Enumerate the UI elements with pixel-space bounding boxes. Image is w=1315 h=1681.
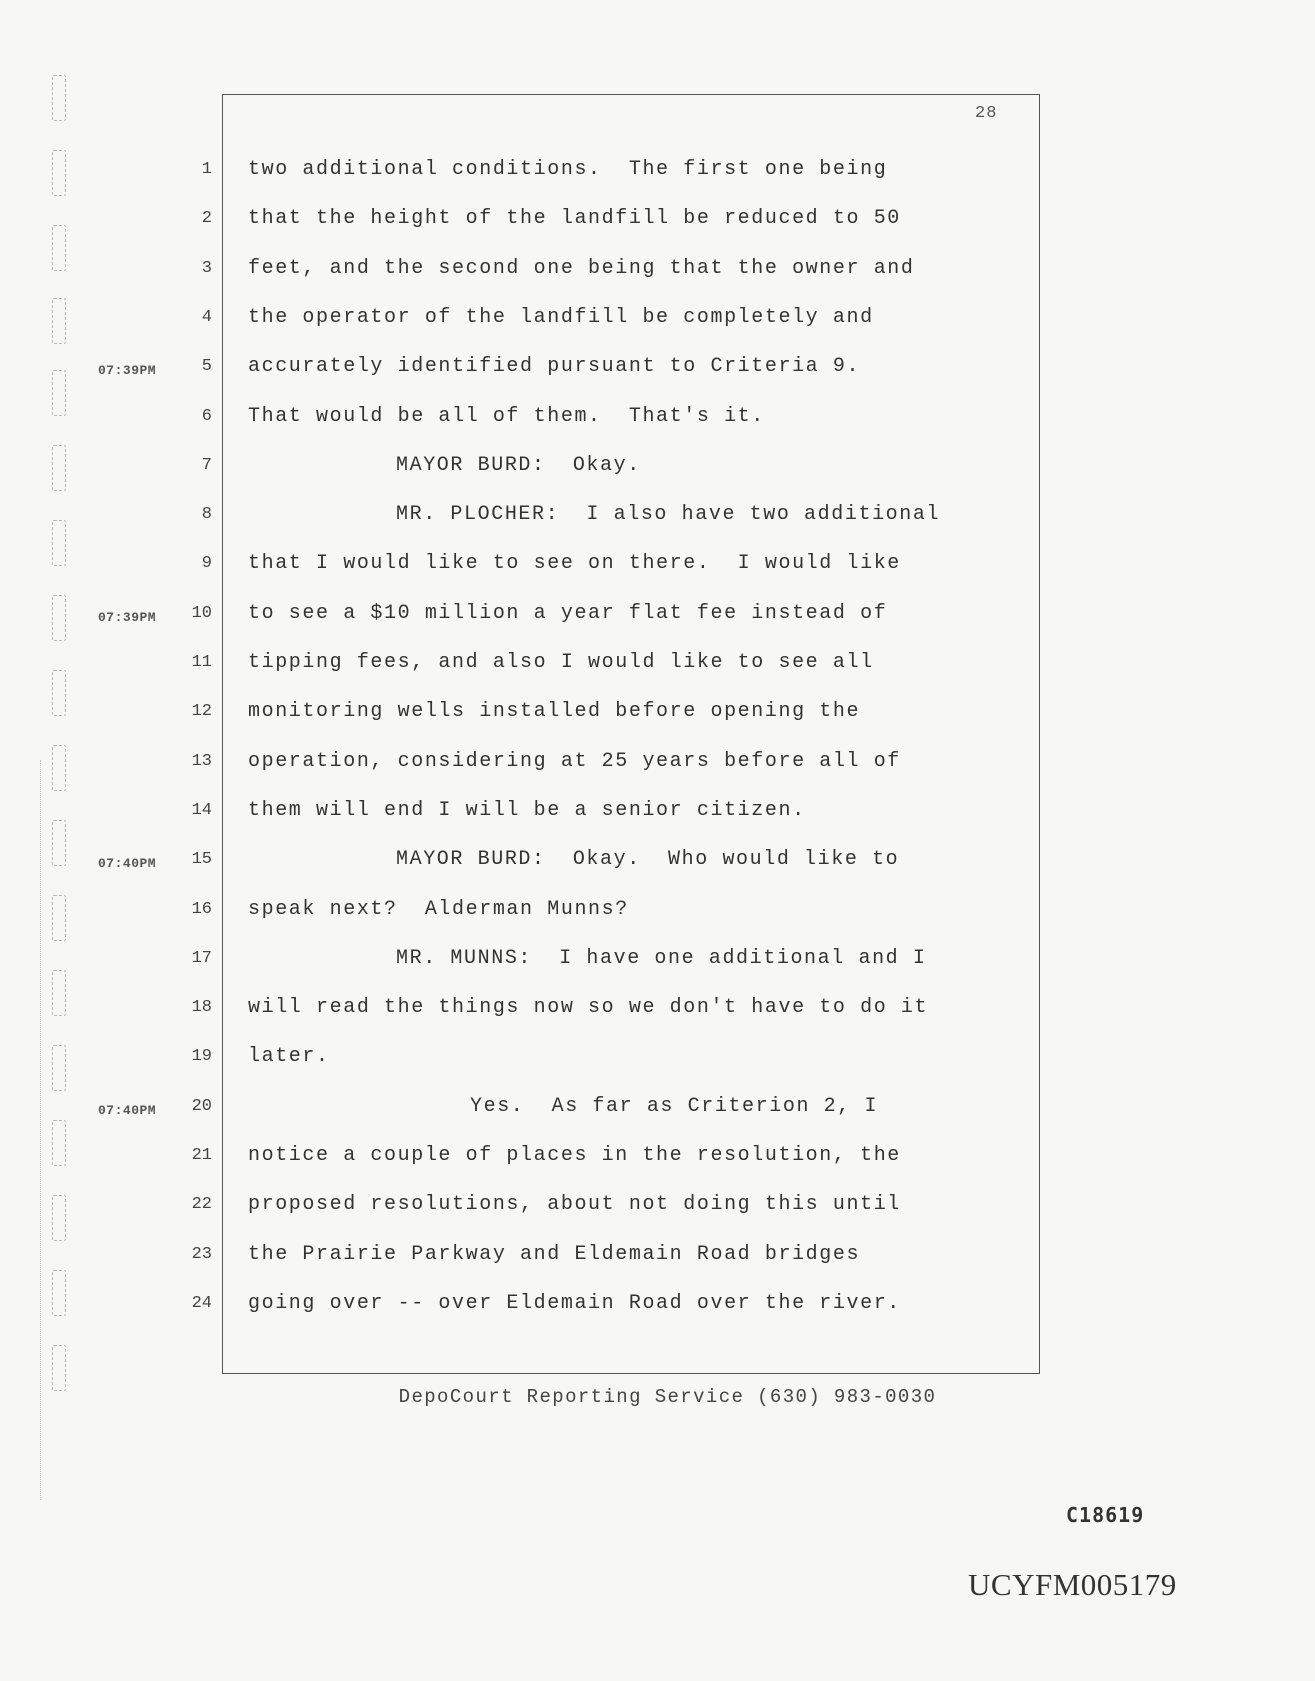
control-number: C18619 [1066,1503,1145,1527]
line-text: them will end I will be a senior citizen. [248,798,806,822]
line-text: that I would like to see on there. I would like [248,552,901,576]
transcript-line [0,846,1315,880]
line-text: That would be all of them. That's it. [248,404,765,428]
transcript-line [0,501,1315,535]
transcript-line [0,994,1315,1028]
line-number: 14 [191,800,212,820]
transcript-line [0,945,1315,979]
transcript-line [0,353,1315,387]
line-number: 17 [191,948,212,968]
transcript-line [0,550,1315,584]
line-number: 1 [201,160,212,179]
line-number: 12 [191,702,212,722]
timestamp: 07:40PM [98,1102,157,1118]
line-text: accurately identified pursuant to Criteria 9. [248,355,861,379]
line-text: Yes. As far as Criterion 2, I [470,1094,879,1118]
line-text: MR. MUNNS: I have one additional and I [396,946,927,970]
transcript-line [0,1191,1315,1225]
line-text: operation, considering at 25 years before all of [248,749,901,773]
line-number: 19 [191,1047,212,1067]
line-number: 9 [201,554,212,574]
line-text: MAYOR BURD: Okay. [396,453,641,477]
timestamp: 07:39PM [98,609,157,625]
line-number: 16 [191,899,212,919]
line-text: going over -- over Eldemain Road over the river. [248,1291,901,1315]
line-text: two additional conditions. The first one being [248,158,888,181]
line-text: later. [248,1045,330,1069]
transcript-line [0,1043,1315,1077]
line-number: 24 [191,1293,212,1313]
transcript-line [0,698,1315,732]
line-number: 13 [191,751,212,771]
line-number: 22 [191,1195,212,1215]
line-number: 7 [201,455,212,475]
timestamp: 07:39PM [98,363,157,379]
line-text: feet, and the second one being that the owner and [248,256,915,280]
line-number: 3 [201,258,212,278]
page-number: 28 [975,104,998,123]
line-number: 20 [191,1096,212,1116]
binder-hole [52,1345,66,1391]
line-text: MR. PLOCHER: I also have two additional [396,503,941,527]
transcript-line [0,255,1315,289]
line-number: 10 [191,603,212,623]
transcript-line [0,1290,1315,1324]
transcript-line [0,304,1315,338]
bates-number: UCYFM005179 [968,1567,1177,1602]
transcript-line [0,205,1315,239]
line-number: 18 [191,998,212,1018]
line-text: that the height of the landfill be reduced to 50 [248,207,901,231]
line-number: 2 [201,209,212,229]
line-text: will read the things now so we don't have to do it [248,996,929,1020]
transcript-line [0,896,1315,930]
line-text: MAYOR BURD: Okay. Who would like to [396,848,900,872]
line-number: 8 [201,505,212,525]
line-number: 5 [201,357,212,377]
transcript-line [0,403,1315,437]
line-text: the Prairie Parkway and Eldemain Road bridges [248,1242,861,1266]
timestamp: 07:40PM [98,856,157,872]
line-number: 15 [191,850,212,870]
transcript-line [0,156,1315,190]
transcript-line [0,1241,1315,1275]
transcript-line [0,797,1315,831]
line-number: 23 [191,1244,212,1264]
line-text: tipping fees, and also I would like to see all [248,651,874,674]
line-number: 11 [191,653,212,672]
transcript-line [0,649,1315,683]
line-number: 6 [201,406,212,426]
binder-hole [52,75,66,121]
transcript-line [0,748,1315,782]
transcript-line [0,1093,1315,1127]
transcript-line [0,452,1315,486]
line-text: to see a $10 million a year flat fee instead of [248,601,888,625]
line-number: 4 [201,307,212,327]
line-text: speak next? Alderman Munns? [248,897,629,921]
line-number: 21 [191,1146,212,1165]
transcript-line [0,600,1315,634]
transcript-line [0,1142,1315,1176]
line-text: notice a couple of places in the resolution, the [248,1144,901,1167]
line-text: monitoring wells installed before opening the [248,700,861,724]
line-text: the operator of the landfill be completely and [248,305,874,329]
reporting-service-footer: DepoCourt Reporting Service (630) 983-0030 [398,1386,937,1408]
line-text: proposed resolutions, about not doing this until [248,1193,901,1217]
